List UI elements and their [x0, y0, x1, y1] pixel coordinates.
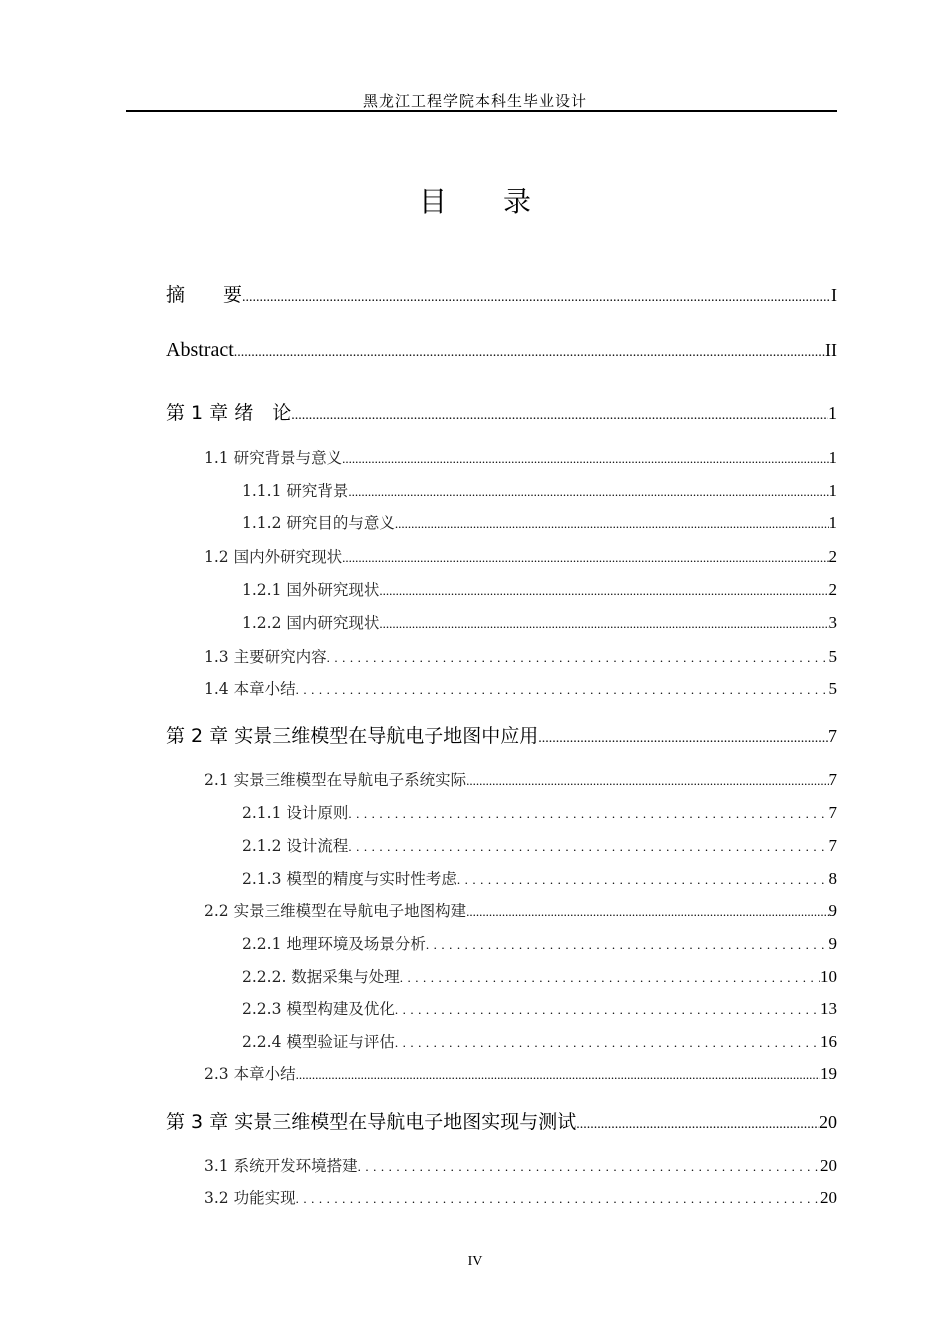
toc-entry[interactable] — [204, 1154, 837, 1176]
toc-entry-title: 2.3 本章小结 — [204, 1065, 296, 1083]
toc-entry-title: Abstract — [166, 339, 234, 361]
toc-entry[interactable] — [242, 834, 837, 856]
toc-leader-dots — [358, 1159, 820, 1175]
toc-entry[interactable] — [204, 899, 837, 921]
toc-entry-title: 1.2 国内外研究现状 — [204, 548, 343, 566]
toc-leader-dots — [348, 839, 828, 855]
toc-entry-page: 7 — [828, 726, 837, 746]
toc-entry[interactable] — [242, 611, 837, 633]
header-rule — [126, 110, 837, 112]
toc-entry-page: 20 — [820, 1156, 837, 1175]
toc-entry-title: 2.1 实景三维模型在导航电子系统实际 — [204, 771, 467, 789]
toc-entry[interactable] — [242, 932, 837, 954]
toc-leader-dots — [327, 650, 829, 666]
toc-entry-page: 16 — [820, 1032, 837, 1051]
toc-entry[interactable] — [166, 280, 837, 307]
toc-entry[interactable] — [204, 1186, 837, 1208]
toc-entry-page: 2 — [828, 547, 837, 566]
toc-entry-page: 5 — [828, 679, 837, 698]
toc-entry-page: 1 — [828, 513, 837, 532]
toc-entry-title: 1.1.1 研究背景 — [242, 482, 349, 500]
toc-entry-page: 7 — [828, 770, 837, 789]
toc-entry-page: 13 — [820, 999, 837, 1018]
toc-leader-dots — [466, 904, 828, 920]
toc-leader-dots — [242, 290, 831, 306]
toc-entry-title: 1.2.2 国内研究现状 — [242, 614, 380, 632]
toc-leader-dots — [395, 1002, 820, 1018]
toc-entry-page: 20 — [820, 1188, 837, 1207]
toc-leader-dots — [296, 1067, 820, 1083]
toc-leader-dots — [576, 1117, 819, 1133]
toc-entry[interactable] — [204, 677, 837, 699]
page-header: 黑龙江工程学院本科生毕业设计 — [362, 92, 587, 110]
toc-leader-dots — [466, 773, 828, 789]
toc-title — [0, 180, 950, 220]
toc-entry-title: 3.2 功能实现 — [204, 1189, 296, 1207]
toc-leader-dots — [395, 516, 829, 532]
toc-entry-page: 1 — [828, 481, 837, 500]
toc-title-char: 目 — [418, 185, 447, 218]
toc-entry[interactable] — [204, 1062, 837, 1084]
toc-leader-dots — [342, 451, 828, 467]
toc-entry-page: 9 — [828, 901, 837, 920]
toc-entry-page: 1 — [828, 448, 837, 467]
toc-leader-dots — [291, 408, 828, 424]
toc-leader-dots — [426, 937, 829, 953]
toc-leader-dots — [234, 345, 825, 361]
toc-entry-title: 1.2.1 国外研究现状 — [242, 581, 380, 599]
toc-entry-title: 3.1 系统开发环境搭建 — [204, 1157, 358, 1175]
toc-entry-page: 20 — [819, 1112, 837, 1132]
toc-entry-page: 10 — [820, 967, 837, 986]
toc-leader-dots — [538, 731, 828, 747]
toc-entry[interactable] — [166, 339, 837, 362]
toc-entry-page: 19 — [820, 1064, 837, 1083]
toc-entry[interactable] — [166, 398, 837, 425]
toc-entry[interactable] — [242, 997, 837, 1019]
toc-entry-title: 2.1.1 设计原则 — [242, 804, 349, 822]
toc-entry-title: 摘 要 — [166, 284, 243, 306]
toc-leader-dots — [296, 1191, 820, 1207]
toc-entry-page: I — [831, 285, 837, 305]
toc-entry-title: 第 3 章 实景三维模型在导航电子地图实现与测试 — [166, 1111, 577, 1133]
toc-entry[interactable] — [204, 645, 837, 667]
toc-entry-title: 2.2.3 模型构建及优化 — [242, 1000, 395, 1018]
toc-entry[interactable] — [166, 1107, 837, 1134]
toc-entry-title: 2.2 实景三维模型在导航电子地图构建 — [204, 902, 467, 920]
toc-leader-dots — [296, 682, 829, 698]
toc-entry[interactable] — [242, 1030, 837, 1052]
toc-entry-page: 2 — [828, 580, 837, 599]
toc-entry-title: 2.2.4 模型验证与评估 — [242, 1033, 395, 1051]
toc-entry-page: 5 — [828, 647, 837, 666]
toc-entry-title: 2.2.1 地理环境及场景分析 — [242, 935, 426, 953]
toc-entry[interactable] — [242, 511, 837, 533]
toc-entry-title: 2.1.2 设计流程 — [242, 837, 349, 855]
toc-entry-title: 2.2.2. 数据采集与处理 — [242, 968, 400, 986]
toc-leader-dots — [379, 616, 828, 632]
toc-entry[interactable] — [242, 801, 837, 823]
toc-entry-page: II — [825, 340, 837, 360]
toc-entry-title: 1.3 主要研究内容 — [204, 648, 327, 666]
toc-title-char: 录 — [503, 185, 532, 218]
toc-entry[interactable] — [204, 768, 837, 790]
toc-entry-page: 7 — [828, 803, 837, 822]
toc-entry-title: 1.1.2 研究目的与意义 — [242, 514, 395, 532]
toc-entry-page: 3 — [828, 613, 837, 632]
toc-entry-title: 1.1 研究背景与意义 — [204, 449, 343, 467]
toc-entry-page: 8 — [828, 869, 837, 888]
toc-leader-dots — [342, 550, 828, 566]
page-number: IV — [467, 1254, 483, 1269]
toc-entry[interactable] — [242, 578, 837, 600]
toc-entry-page: 9 — [828, 934, 837, 953]
toc-leader-dots — [348, 806, 828, 822]
toc-leader-dots — [348, 484, 828, 500]
toc-entry-title: 2.1.3 模型的精度与实时性考虑 — [242, 870, 457, 888]
toc-entry[interactable] — [242, 965, 837, 987]
toc-entry[interactable] — [204, 446, 837, 468]
toc-entry[interactable] — [166, 721, 837, 748]
toc-leader-dots — [379, 583, 828, 599]
toc-leader-dots — [457, 872, 829, 888]
toc-entry[interactable] — [204, 545, 837, 567]
toc-entry-title: 1.4 本章小结 — [204, 680, 296, 698]
toc-entry-title: 第 1 章 绪 论 — [166, 402, 292, 424]
toc-entry-title: 第 2 章 实景三维模型在导航电子地图中应用 — [166, 725, 539, 747]
toc-leader-dots — [400, 970, 820, 986]
toc-entry-page: 7 — [828, 836, 837, 855]
toc-entry[interactable] — [242, 867, 837, 889]
toc-leader-dots — [395, 1035, 820, 1051]
toc-entry-page: 1 — [828, 403, 837, 423]
toc-entry[interactable] — [242, 479, 837, 501]
